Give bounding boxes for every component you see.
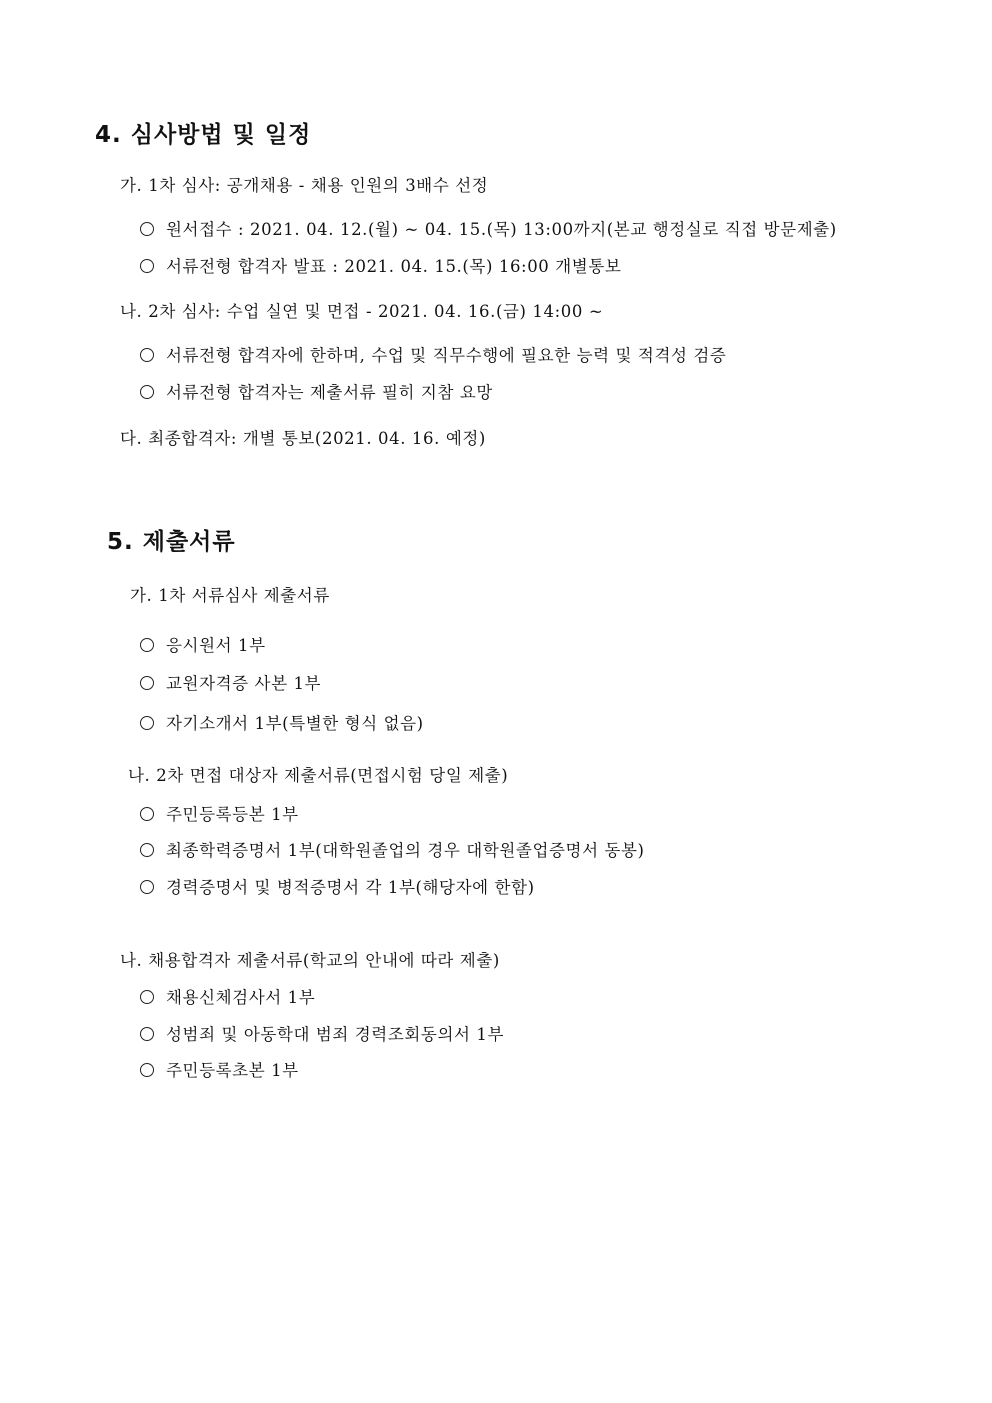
circle-bullet-icon xyxy=(140,676,154,690)
circle-bullet-icon xyxy=(140,638,154,652)
list-item-text: 서류전형 합격자에 한하며, 수업 및 직무수행에 필요한 능력 및 적격성 검증 xyxy=(166,346,727,365)
circle-bullet-icon xyxy=(140,807,154,821)
list-item xyxy=(140,342,726,366)
list-item xyxy=(140,632,266,656)
section-5-sub-na: 나. 2차 면접 대상자 제출서류(면접시험 당일 제출) xyxy=(128,766,509,785)
list-item xyxy=(140,710,424,734)
list-item-text: 교원자격증 사본 1부 xyxy=(166,674,322,693)
list-item xyxy=(140,253,621,277)
list-item-text: 서류전형 합격자는 제출서류 필히 지참 요망 xyxy=(166,383,493,402)
section-5-heading: 5. 제출서류 xyxy=(107,529,236,555)
list-item-text: 주민등록등본 1부 xyxy=(166,805,299,824)
list-item-text: 서류전형 합격자 발표 : 2021. 04. 15.(목) 16:00 개별통보 xyxy=(166,257,622,276)
list-item xyxy=(140,379,493,403)
section-4-sub-ga: 가. 1차 심사: 공개채용 - 채용 인원의 3배수 선정 xyxy=(120,176,489,195)
circle-bullet-icon xyxy=(140,259,154,273)
circle-bullet-icon xyxy=(140,716,154,730)
circle-bullet-icon xyxy=(140,880,154,894)
list-item xyxy=(140,670,321,694)
list-item-text: 최종학력증명서 1부(대학원졸업의 경우 대학원졸업증명서 동봉) xyxy=(166,841,645,860)
circle-bullet-icon xyxy=(140,222,154,236)
list-item-text: 채용신체검사서 1부 xyxy=(166,988,316,1007)
circle-bullet-icon xyxy=(140,385,154,399)
list-item xyxy=(140,984,315,1008)
list-item xyxy=(140,837,645,861)
list-item xyxy=(140,216,837,240)
list-item-text: 경력증명서 및 병적증명서 각 1부(해당자에 한함) xyxy=(166,878,535,897)
list-item xyxy=(140,1021,504,1045)
list-item-text: 응시원서 1부 xyxy=(166,636,266,655)
list-item-text: 원서접수 : 2021. 04. 12.(월) ~ 04. 15.(목) 13:00까지(본교 행정실로 직접 방문제출) xyxy=(166,220,837,239)
list-item xyxy=(140,874,535,898)
section-4-sub-na: 나. 2차 심사: 수업 실연 및 면접 - 2021. 04. 16.(금) 14:00 ~ xyxy=(120,302,604,321)
list-item-text: 주민등록초본 1부 xyxy=(166,1061,299,1080)
section-5-sub-na2: 나. 채용합격자 제출서류(학교의 안내에 따라 제출) xyxy=(120,951,500,970)
list-item-text: 성범죄 및 아동학대 범죄 경력조회동의서 1부 xyxy=(166,1025,505,1044)
list-item xyxy=(140,801,299,825)
section-4-heading: 4. 심사방법 및 일정 xyxy=(95,122,312,148)
section-4-sub-da: 다. 최종합격자: 개별 통보(2021. 04. 16. 예정) xyxy=(120,429,486,448)
circle-bullet-icon xyxy=(140,1063,154,1077)
list-item xyxy=(140,1057,299,1081)
list-item-text: 자기소개서 1부(특별한 형식 없음) xyxy=(166,714,424,733)
circle-bullet-icon xyxy=(140,1027,154,1041)
circle-bullet-icon xyxy=(140,990,154,1004)
section-5-sub-ga: 가. 1차 서류심사 제출서류 xyxy=(130,586,330,605)
circle-bullet-icon xyxy=(140,348,154,362)
circle-bullet-icon xyxy=(140,843,154,857)
